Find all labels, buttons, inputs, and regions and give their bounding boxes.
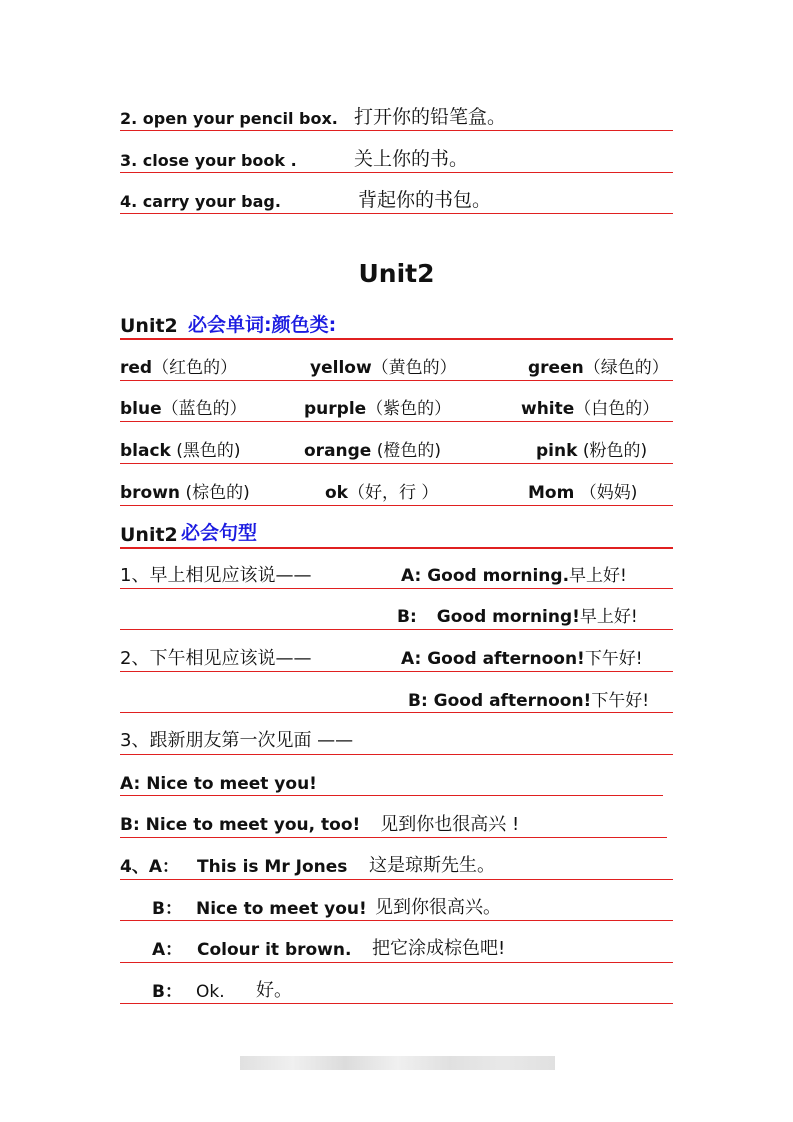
word-mom <box>528 483 637 503</box>
sentences-heading-prefix: Unit2 <box>120 524 178 546</box>
s4-b1-cn: 见到你很高兴。 <box>375 897 501 918</box>
rule-line <box>120 172 673 173</box>
s1-b-cn: 早上好! <box>579 607 638 627</box>
word-en: white <box>521 399 575 419</box>
word-en: black <box>120 441 171 461</box>
s1-a <box>401 566 627 586</box>
word-cn: (黑色的) <box>176 441 241 461</box>
s4-b2-cn: 好。 <box>256 980 292 1001</box>
word-cn: （黄色的） <box>371 358 457 378</box>
rule-line <box>120 213 673 214</box>
rule-line <box>120 879 673 880</box>
word-brown <box>120 483 250 503</box>
word-white <box>521 399 659 419</box>
footer-watermark <box>240 1056 555 1070</box>
s2-b-en: B: Good afternoon! <box>408 691 592 711</box>
word-blue <box>120 399 247 419</box>
word-cn: （红色的） <box>152 358 238 378</box>
word-cn: （好，行 ） <box>348 483 439 503</box>
s4-a2-label: A： <box>152 940 183 960</box>
s2-a-en: A: Good afternoon! <box>401 649 585 669</box>
s4-b2-label: B： <box>152 982 182 1002</box>
rule-line <box>120 1003 673 1004</box>
heading-rule <box>120 338 673 340</box>
s4-a1-cn: 这是琼斯先生。 <box>369 855 495 876</box>
s2-b-cn: 下午好! <box>591 691 650 711</box>
word-purple <box>304 399 451 419</box>
rule-line <box>120 712 673 713</box>
unit-title: Unit2 <box>358 259 435 288</box>
s4-a1-en: This is Mr Jones <box>197 857 348 877</box>
word-en: red <box>120 358 153 378</box>
word-en: pink <box>536 441 578 461</box>
s4-b1-en: Nice to meet you! <box>196 899 367 919</box>
s4-b2-en: Ok. <box>196 982 225 1002</box>
rule-line <box>120 130 673 131</box>
s1-a-cn: 早上好! <box>569 566 627 586</box>
s3-a-en: A: Nice to meet you! <box>120 774 317 794</box>
rule-line <box>120 463 673 464</box>
word-en: orange <box>304 441 372 461</box>
rule-line <box>120 380 673 381</box>
s3-prompt: 3、跟新朋友第一次见面 —— <box>120 730 354 751</box>
s4-a2-en: Colour it brown. <box>197 940 352 960</box>
s4-a2-cn: 把它涂成棕色吧! <box>372 938 506 959</box>
s1-b-label: B: <box>397 607 417 627</box>
word-cn: （蓝色的） <box>161 399 247 419</box>
rule-line <box>120 795 663 796</box>
rule-line <box>120 754 673 755</box>
item-4-en: 4. carry your bag. <box>120 192 281 211</box>
s3-b <box>120 815 519 835</box>
heading-rule <box>120 547 673 549</box>
s3-b-cn: 见到你也很高兴 ! <box>380 814 520 835</box>
word-en: yellow <box>310 358 372 378</box>
word-green <box>528 358 669 378</box>
word-red <box>120 358 237 378</box>
s2-a <box>401 649 643 669</box>
s1-b <box>397 607 638 627</box>
item-4-cn: 背起你的书包。 <box>358 189 492 211</box>
word-cn: (棕色的) <box>185 483 250 503</box>
words-heading-prefix: Unit2 <box>120 315 178 337</box>
rule-line <box>120 629 673 630</box>
word-cn: （绿色的） <box>583 358 669 378</box>
rule-line <box>120 837 667 838</box>
s4-b1-label: B： <box>152 899 182 919</box>
sentences-heading-label: 必会句型 <box>181 522 258 544</box>
s3-b-en: B: Nice to meet you, too! <box>120 815 361 835</box>
item-3-cn: 关上你的书。 <box>354 148 469 170</box>
rule-line <box>120 920 673 921</box>
s1-prompt: 1、早上相见应该说—— <box>120 565 312 586</box>
word-ok <box>325 483 438 503</box>
s2-a-cn: 下午好! <box>584 649 643 669</box>
word-pink <box>536 441 647 461</box>
item-2-cn: 打开你的铅笔盒。 <box>354 106 507 128</box>
word-cn: （紫色的） <box>366 399 452 419</box>
word-yellow <box>310 358 457 378</box>
word-en: green <box>528 358 584 378</box>
words-heading-label: 必会单词:颜色类: <box>188 314 337 336</box>
s1-a-en: A: Good morning. <box>401 566 570 586</box>
word-black <box>120 441 241 461</box>
s1-b-en: Good morning! <box>436 607 580 627</box>
word-cn: (粉色的) <box>582 441 648 461</box>
item-3-en: 3. close your book . <box>120 151 297 170</box>
word-cn: （白色的） <box>574 399 660 419</box>
word-en: ok <box>325 483 348 503</box>
word-en: blue <box>120 399 162 419</box>
word-cn: （妈妈) <box>579 483 638 503</box>
word-cn: (橙色的) <box>376 441 442 461</box>
rule-line <box>120 962 673 963</box>
word-en: brown <box>120 483 181 503</box>
rule-line <box>120 588 673 589</box>
rule-line <box>120 421 673 422</box>
rule-line <box>120 505 673 506</box>
s2-b <box>408 691 649 711</box>
s2-prompt: 2、下午相见应该说—— <box>120 648 312 669</box>
word-en: purple <box>304 399 367 419</box>
word-en: Mom <box>528 483 575 503</box>
rule-line <box>120 671 673 672</box>
s4-prefix: 4、A： <box>120 857 179 877</box>
word-orange <box>304 441 441 461</box>
item-2-en: 2. open your pencil box. <box>120 109 338 128</box>
